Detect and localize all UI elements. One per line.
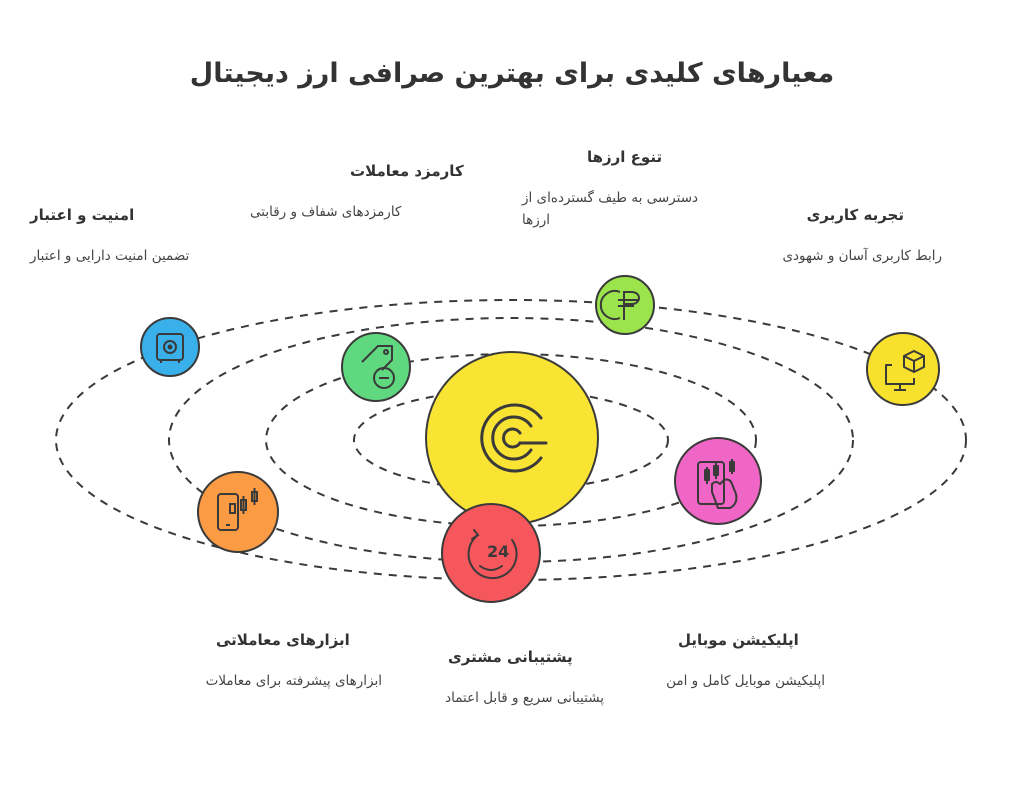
block-security	[30, 205, 260, 267]
support-desc: پشتیبانی سریع و قابل اعتماد	[445, 690, 604, 706]
mobile-desc: اپلیکیشن موبایل کامل و امن	[666, 673, 825, 689]
node-support	[442, 504, 540, 602]
tools-title: ابزارهای معاملاتی	[216, 631, 350, 649]
center-sun	[426, 352, 598, 524]
variety-title: تنوع ارزها	[587, 148, 663, 166]
tools-desc: ابزارهای پیشرفته برای معاملات	[205, 673, 382, 689]
fees-desc: کارمزدهای شفاف و رقابتی	[250, 204, 402, 220]
node-variety	[596, 276, 654, 334]
fees-title: کارمزد معاملات	[350, 162, 464, 180]
block-variety	[522, 147, 722, 231]
svg-text:24: 24	[487, 542, 510, 561]
mobile-title: اپلیکیشن موبایل	[678, 631, 799, 649]
security-desc: تضمین امنیت دارایی و اعتبار	[30, 248, 190, 264]
security-title: امنیت و اعتبار	[30, 206, 135, 224]
node-tools	[198, 472, 278, 552]
block-support	[400, 647, 604, 709]
node-security	[141, 318, 199, 376]
page-title: معیارهای کلیدی برای بهترین صرافی ارز دیجیتال	[189, 58, 835, 89]
ux-title: تجربه کاربری	[806, 206, 904, 224]
node-ux	[867, 333, 939, 405]
variety-desc: دسترسی به طیف گسترده‌ای از ارزها	[522, 190, 699, 228]
ux-desc: رابط کاربری آسان و شهودی	[782, 248, 942, 264]
block-ux	[720, 205, 942, 267]
block-mobile	[640, 630, 825, 692]
node-mobile	[675, 438, 761, 524]
block-tools	[170, 630, 382, 692]
block-fees	[250, 161, 482, 223]
node-fees	[342, 333, 410, 401]
support-title: پشتیبانی مشتری	[448, 648, 573, 666]
